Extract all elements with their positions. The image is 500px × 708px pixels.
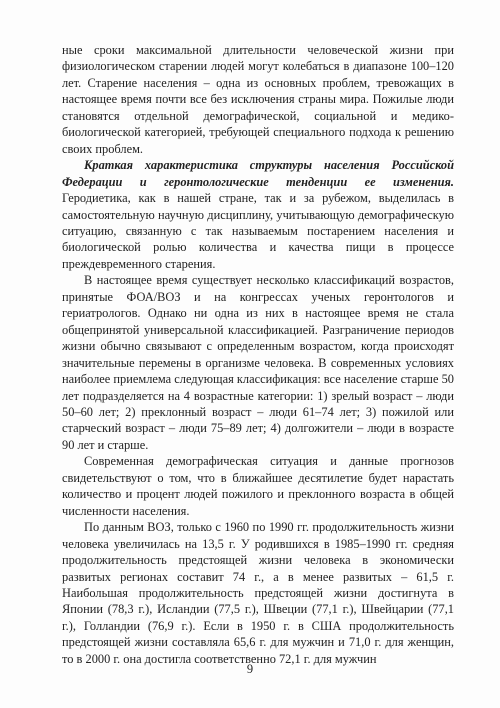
paragraph-text: Современная демографическая ситуация и данные прогнозов свидетельствуют о том, что в ближайшее десятилетие будет нарастать количество и процент людей пожилого и преклонного возраста в общей численности населения. [62, 454, 454, 518]
paragraph-5 [62, 519, 454, 667]
paragraph-text: ные сроки максимальной длительности человеческой жизни при физиологическом старении людей могут колебаться в диапазоне 100–120 лет. Старение населения – одна из основных проблем, тревожащих в настоящее время почти все без исключения страны мира. Пожилые люди становятся отдельной демографической, социальной и медико-биологической категорией, требующей специального подхода к решению своих проблем. [62, 43, 454, 156]
body-text [62, 42, 454, 667]
paragraph-2 [62, 157, 454, 272]
paragraph-1 [62, 42, 454, 157]
paragraph-4 [62, 453, 454, 519]
section-heading: Краткая характеристика структуры населения Российской Федерации и геронтологические тенденции ее изменения. [62, 158, 454, 189]
page-number: 9 [246, 662, 254, 676]
paragraph-3 [62, 272, 454, 453]
paragraph-text: В настоящее время существует несколько классификаций возрастов, принятые ФОА/ВОЗ и на конгрессах ученых геронтологов и гериатрологов. Однако ни одна из них в настоящее время не стала общепринятой универсальной классификацией. Разграничение периодов жизни обычно связывают с определенным возрастом, когда происходят значительные перемены в организме человека. В современных условиях наиболее приемлема следующая классификация: все население старше 50 лет подразделяется на 4 возрастные категории: 1) зрелый возраст – люди 50–60 лет; 2) преклонный возраст – люди 61–74 лет; 3) пожилой или старческий возраст – люди 75–89 лет; 4) долгожители – люди в возрасте 90 лет и старше. [62, 273, 454, 452]
paragraph-text: По данным ВОЗ, только с 1960 по 1990 гг. продолжительность жизни человека увеличилась на 13,5 г. У родившихся в 1985–1990 гг. средняя продолжительность предстоящей жизни человека в экономически развитых регионах составит 74 г., а в менее развитых – 61,5 г. Наибольшая продолжительность предстоящей жизни достигнута в Японии (78,3 г.), Исландии (77,5 г.), Швеции (77,1 г.), Швейцарии (77,1 г.), Голландии (76,9 г.). Если в 1950 г. в США продолжительность предстоящей жизни составляла 65,6 г. для мужчин и 71,0 г. для женщин, то в 2000 г. она достигла соответственно 72,1 г. для мужчин [62, 520, 454, 666]
paragraph-text: Геродиетика, как в нашей стране, так и за рубежом, выделилась в самостоятельную научную дисциплину, учитывающую демографическую ситуацию, связанную с так называемым постарением населения и биологической ролью количества и качества пищи в процессе преждевременного старения. [62, 191, 454, 271]
